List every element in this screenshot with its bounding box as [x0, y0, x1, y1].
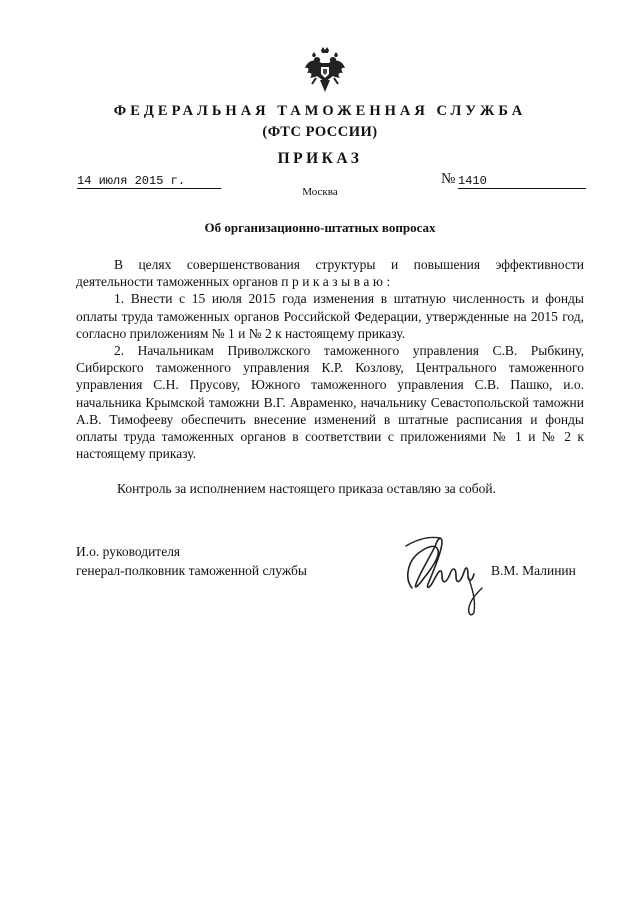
order-number: 1410	[458, 174, 586, 189]
intro-text: В целях совершенствования структуры и повышения эффективности деятельности таможенных органов	[76, 257, 584, 290]
handwritten-signature	[398, 526, 488, 618]
intro-colon: :	[386, 274, 391, 290]
order-subject: Об организационно-штатных вопросах	[204, 220, 436, 235]
intro-paragraph	[76, 256, 584, 290]
issue-city: Москва	[302, 186, 338, 198]
number-sign: №	[441, 171, 456, 187]
signatory-position-line-1: И.о. руководителя	[76, 544, 181, 559]
decree-word: приказываю	[281, 274, 387, 290]
order-body	[76, 256, 584, 462]
document-type-title: ПРИКАЗ	[277, 150, 363, 167]
russian-coat-of-arms-emblem-icon	[303, 46, 347, 94]
agency-name: ФЕДЕРАЛЬНАЯ ТАМОЖЕННАЯ СЛУЖБА	[113, 103, 527, 119]
signatory-position-line-2: генерал-полковник таможенной службы	[76, 563, 307, 578]
agency-short-name: (ФТС РОССИИ)	[262, 124, 378, 140]
order-date: 14 июля 2015 г.	[77, 174, 221, 189]
signatory-name: В.М. Малинин	[491, 563, 576, 578]
control-paragraph: Контроль за исполнением настоящего приказа оставляю за собой.	[117, 481, 496, 496]
item-2-paragraph: 2. Начальникам Приволжского таможенного управления С.В. Рыбкину, Сибирского таможенного управления К.Р. Козлову, Центрального таможенного управления С.Н. Прусову, Южного таможенного управления С.В. Пашко, и.о. начальника Крымской таможни В.Г. Авраменко, начальнику Севастопольской таможни А.В. Тимофееву обеспечить внесение изменений в штатные расписания и фонды оплаты труда таможенных органов в соответствии с приложениями № 1 и № 2 к настоящему приказу.	[76, 343, 584, 462]
item-1-paragraph: 1. Внести с 15 июля 2015 года изменения в штатную численность и фонды оплаты труда таможенных органов Российской Федерации, утвержденные на 2015 год, согласно приложениям № 1 и № 2 к настоящему приказу.	[76, 291, 584, 341]
